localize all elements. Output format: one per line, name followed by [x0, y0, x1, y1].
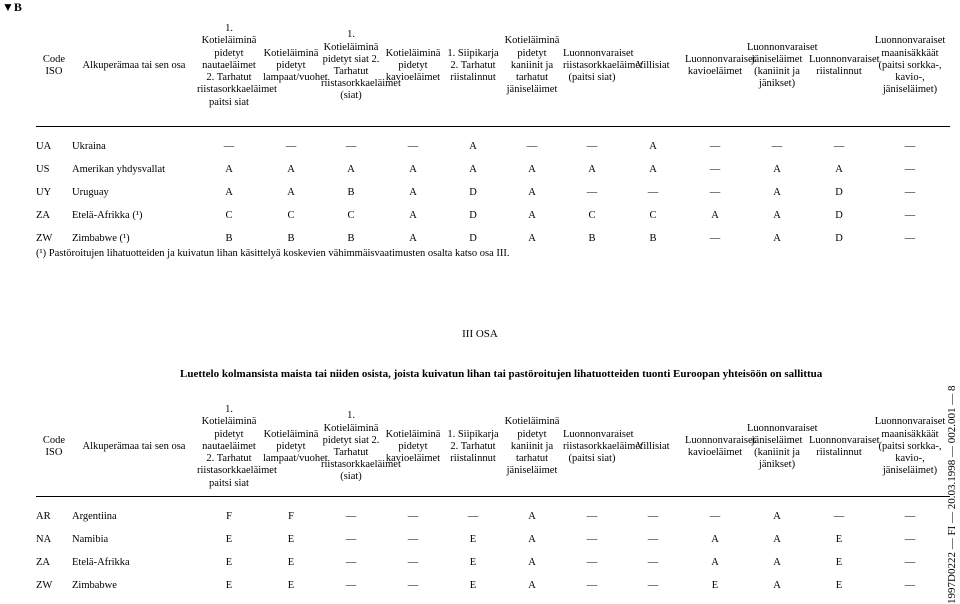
table-cell: B: [649, 233, 657, 244]
table-cell: A: [773, 557, 781, 568]
column-header: Kotieläiminä pidetyt kavioeläimet: [385, 47, 441, 84]
table-cell: —: [345, 534, 357, 545]
table-cell: —: [904, 534, 916, 545]
table-cell: —: [467, 511, 479, 522]
table-cell: A: [773, 534, 781, 545]
table-row: [36, 158, 950, 181]
table-row: [36, 227, 950, 250]
column-header: Kotieläiminä pidetyt lampaat/vuohet: [263, 428, 328, 465]
column-header: Luonnonvaraiset jäniseläimet (kaniinit ja jänikset): [747, 41, 818, 90]
table-cell: C: [588, 210, 596, 221]
table-header-row: [36, 398, 950, 497]
table-cell: A: [469, 141, 477, 152]
table-cell: —: [904, 141, 916, 152]
column-header: Luonnonvaraiset riistalinnut: [809, 53, 880, 77]
table-cell: D: [835, 187, 843, 198]
table-cell: A: [225, 187, 233, 198]
table-cell: —: [833, 141, 845, 152]
country-name: Namibia: [72, 534, 109, 545]
table-cell: —: [526, 141, 538, 152]
table-cell: A: [528, 187, 536, 198]
table-cell: E: [225, 557, 233, 568]
table-cell: —: [709, 164, 721, 175]
table-cell: A: [773, 233, 781, 244]
table-cell: —: [904, 210, 916, 221]
table-cell: —: [647, 187, 659, 198]
table-cell: —: [709, 233, 721, 244]
table-row: [36, 204, 950, 227]
table-cell: A: [528, 164, 536, 175]
country-name: Ukraina: [72, 141, 106, 152]
table-cell: E: [469, 534, 477, 545]
column-header: Luonnonvaraiset maanisäkkäät (paitsi sorkka-, kavio-, jäniseläimet): [874, 35, 946, 96]
table-cell: —: [904, 233, 916, 244]
table-cell: —: [904, 580, 916, 591]
table-cell: —: [345, 580, 357, 591]
table-cell: A: [773, 210, 781, 221]
table-cell: A: [409, 187, 417, 198]
country-code: ZA: [36, 557, 50, 568]
table-cell: A: [649, 164, 657, 175]
section-marker: ▼B: [2, 0, 22, 14]
table-row: [36, 574, 950, 597]
table-cell: A: [528, 534, 536, 545]
country-name: Uruguay: [72, 187, 109, 198]
table-cell: —: [709, 187, 721, 198]
table-cell: A: [773, 164, 781, 175]
table-cell: —: [345, 511, 357, 522]
table-cell: —: [285, 141, 297, 152]
table-cell: —: [647, 557, 659, 568]
table-cell: A: [287, 187, 295, 198]
table-cell: C: [347, 210, 355, 221]
table-cell: —: [407, 557, 419, 568]
table-cell: F: [226, 511, 232, 522]
country-code: ZW: [36, 580, 53, 591]
table-cell: —: [647, 511, 659, 522]
table-cell: D: [469, 210, 477, 221]
table-cell: E: [835, 557, 843, 568]
table-cell: A: [528, 233, 536, 244]
country-name: Argentiina: [72, 511, 117, 522]
country-name: Zimbabwe (¹): [72, 233, 130, 244]
table-cell: D: [469, 233, 477, 244]
country-code: UA: [36, 141, 52, 152]
table-cell: A: [409, 233, 417, 244]
table-cell: —: [586, 141, 598, 152]
table-cell: —: [407, 580, 419, 591]
table-cell: —: [407, 534, 419, 545]
table-cell: A: [409, 164, 417, 175]
table-cell: D: [835, 233, 843, 244]
column-header: 1. Kotieläiminä pidetyt nautaeläimet 2. Tarhatut riistasorkkaeläimet paitsi siat: [197, 404, 277, 489]
table-cell: A: [773, 511, 781, 522]
table-header-row: [36, 6, 950, 127]
part-title: III OSA: [462, 328, 498, 340]
table-cell: —: [647, 534, 659, 545]
table-cell: E: [469, 580, 477, 591]
table-cell: A: [469, 164, 477, 175]
table-cell: A: [528, 557, 536, 568]
country-name: Zimbabwe: [72, 580, 117, 591]
table-cell: A: [287, 164, 295, 175]
table-cell: F: [288, 511, 294, 522]
table-row: [36, 181, 950, 204]
country-code: AR: [36, 511, 51, 522]
table-cell: A: [773, 580, 781, 591]
table-cell: A: [773, 187, 781, 198]
table-cell: B: [287, 233, 295, 244]
table-cell: A: [711, 534, 719, 545]
table-cell: A: [347, 164, 355, 175]
table-cell: C: [649, 210, 657, 221]
column-header: Kotieläiminä pidetyt kavioeläimet: [385, 428, 441, 465]
table-row: [36, 551, 950, 574]
country-code: NA: [36, 534, 52, 545]
table-cell: E: [287, 580, 295, 591]
table-cell: E: [835, 580, 843, 591]
table-cell: B: [225, 233, 233, 244]
table-cell: D: [835, 210, 843, 221]
table-cell: —: [345, 141, 357, 152]
table-cell: E: [287, 557, 295, 568]
column-header: Code ISO: [42, 434, 66, 458]
column-header: Kotieläiminä pidetyt kaniinit ja tarhatut jäniseläimet: [504, 35, 560, 96]
column-header: 1. Kotieläiminä pidetyt nautaeläimet 2. Tarhatut riistasorkkaeläimet paitsi siat: [197, 23, 277, 108]
table-cell: E: [469, 557, 477, 568]
column-header: Alkuperämaa tai sen osa: [82, 59, 186, 71]
table-cell: A: [711, 557, 719, 568]
column-header: Luonnonvaraiset riistasorkkaeläimet (paitsi siat): [563, 47, 643, 84]
column-header: Luonnonvaraiset riistalinnut: [809, 434, 880, 458]
country-table-part-ii: [36, 6, 950, 250]
table-cell: —: [904, 164, 916, 175]
table-cell: —: [345, 557, 357, 568]
column-header: 1. Kotieläiminä pidetyt siat 2. Tarhatut riistasorkkaeläimet (siat): [321, 29, 401, 102]
table-cell: —: [586, 187, 598, 198]
table-row: [36, 497, 950, 529]
column-header: 1. Siipikarja 2. Tarhatut riistalinnut: [447, 47, 499, 84]
column-header: 1. Siipikarja 2. Tarhatut riistalinnut: [447, 428, 499, 465]
table-cell: E: [225, 534, 233, 545]
table-cell: A: [409, 210, 417, 221]
document-reference: 1997D0222 — FI — 20.03.1998 — 002.001 — 8: [946, 385, 958, 604]
table-row: [36, 127, 950, 159]
country-code: ZW: [36, 233, 53, 244]
table-cell: C: [225, 210, 233, 221]
table-cell: C: [287, 210, 295, 221]
table-row: [36, 528, 950, 551]
table-cell: —: [904, 511, 916, 522]
column-header: Luonnonvaraiset riistasorkkaeläimet (paitsi siat): [563, 428, 643, 465]
table-cell: A: [649, 141, 657, 152]
column-header: Luonnonvaraiset kavioeläimet: [685, 434, 756, 458]
table-cell: A: [528, 511, 536, 522]
table-cell: —: [833, 511, 845, 522]
column-header: Villisiat: [636, 440, 670, 452]
table-cell: —: [904, 187, 916, 198]
table-cell: A: [588, 164, 596, 175]
country-code: US: [36, 164, 50, 175]
table-cell: A: [835, 164, 843, 175]
table-caption: Luettelo kolmansista maista tai niiden osista, joista kuivatun lihan tai pastöroitujen lihatuotteiden tuonti Euroopan yhteisöön on sallittua: [180, 368, 823, 380]
table-cell: A: [528, 210, 536, 221]
table-cell: —: [586, 580, 598, 591]
column-header: Luonnonvaraiset kavioeläimet: [685, 53, 756, 77]
column-header: 1. Kotieläiminä pidetyt siat 2. Tarhatut riistasorkkaeläimet (siat): [321, 410, 401, 483]
table-cell: —: [586, 534, 598, 545]
table-cell: B: [588, 233, 596, 244]
table-cell: B: [347, 187, 355, 198]
table-cell: E: [835, 534, 843, 545]
table-cell: D: [469, 187, 477, 198]
table-cell: A: [711, 210, 719, 221]
table-cell: —: [586, 511, 598, 522]
table-cell: —: [223, 141, 235, 152]
country-name: Etelä-Afrikka: [72, 557, 130, 568]
column-header: Code ISO: [42, 53, 66, 77]
country-name: Amerikan yhdysvallat: [72, 164, 166, 175]
table-cell: E: [225, 580, 233, 591]
column-header: Luonnonvaraiset maanisäkkäät (paitsi sorkka-, kavio-, jäniseläimet): [874, 416, 946, 477]
table-cell: —: [647, 580, 659, 591]
country-table-part-iii: [36, 398, 950, 597]
table-cell: —: [586, 557, 598, 568]
footnote: (¹) Pastöroitujen lihatuotteiden ja kuivatun lihan käsittelyä koskevien vähimmäisvaatimusten osalta katso osa III.: [36, 248, 510, 259]
table-cell: —: [407, 141, 419, 152]
column-header: Villisiat: [636, 59, 670, 71]
column-header: Alkuperämaa tai sen osa: [82, 440, 186, 452]
table-cell: —: [709, 511, 721, 522]
table-cell: —: [709, 141, 721, 152]
country-name: Etelä-Afrikka (¹): [72, 210, 143, 221]
table-cell: A: [528, 580, 536, 591]
column-header: Luonnonvaraiset jäniseläimet (kaniinit ja jänikset): [747, 422, 818, 471]
table-cell: —: [904, 557, 916, 568]
table-cell: —: [407, 511, 419, 522]
country-code: ZA: [36, 210, 50, 221]
table-cell: B: [347, 233, 355, 244]
table-cell: —: [771, 141, 783, 152]
column-header: Kotieläiminä pidetyt lampaat/vuohet: [263, 47, 328, 84]
table-cell: E: [711, 580, 719, 591]
column-header: Kotieläiminä pidetyt kaniinit ja tarhatut jäniseläimet: [504, 416, 560, 477]
table-cell: E: [287, 534, 295, 545]
table-cell: A: [225, 164, 233, 175]
country-code: UY: [36, 187, 52, 198]
